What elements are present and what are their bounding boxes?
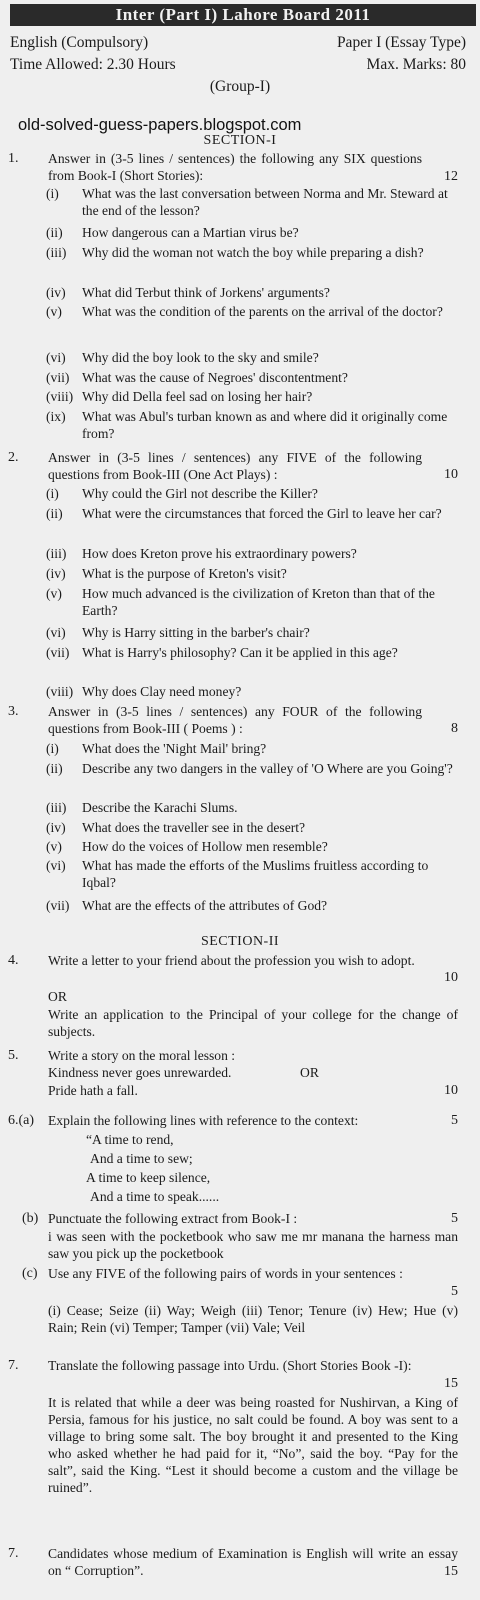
q7-essay-marks: 15 [444, 1564, 458, 1579]
watermark-url: old-solved-guess-papers.blogspot.com [18, 116, 302, 134]
max-marks: Max. Marks: 80 [366, 56, 466, 73]
q2-text: Answer in (3-5 lines / sentences) any FIVE of the following questions from Book-III (One Act Plays) : [48, 450, 422, 482]
q2-marks: 10 [444, 467, 458, 482]
q5-or: OR [300, 1065, 319, 1080]
time-allowed: Time Allowed: 2.30 Hours [10, 56, 176, 73]
poem-line-3: A time to keep silence, [86, 1170, 211, 1185]
q6c-words: (i) Cease; Seize (ii) Way; Weigh (iii) Tenor; Tenure (iv) Hew; Hue (v) Rain; Rein (vi) Temper; Tamper (vii) Vale; Veil [48, 1303, 458, 1335]
q4-or: OR [48, 989, 67, 1004]
subject-label: English (Compulsory) [10, 34, 149, 51]
poem-line-4: And a time to speak...... [90, 1189, 220, 1204]
q5-marks: 10 [444, 1083, 458, 1098]
q6b-number: (b) [22, 1211, 39, 1226]
q7-essay-text: Candidates whose medium of Examination is English will write an essay on “ Corruption”. [48, 1546, 458, 1578]
q3-text: Answer in (3-5 lines / sentences) any FOUR of the following questions from Book-III ( Poems ) : [48, 704, 422, 736]
q7-text: Translate the following passage into Urdu. (Short Stories Book -I): [48, 1358, 412, 1373]
q1-marks: 12 [444, 169, 458, 184]
q6b-marks: 5 [451, 1211, 458, 1226]
q7-passage: It is related that while a deer was being roasted for Nushirvan, a King of Persia, famous for his justice, no salt could be found. A boy was sent to a village to bring some salt. The boy brought it and presented to the King who asked whether he had paid for it, “No”, said the boy. “Pay for the salt”, said the King. “Lest it should become a custom and the village be ruined”. [48, 1395, 458, 1495]
q6a-number: 6.(a) [8, 1113, 35, 1128]
q3-marks: 8 [451, 721, 458, 736]
q6a-text: Explain the following lines with reference to the context: [48, 1113, 359, 1128]
q1-number: 1. [8, 151, 19, 166]
section-2-title: SECTION-II [200, 934, 280, 949]
q4-marks: 10 [444, 970, 458, 985]
section-1-title: SECTION-I [203, 133, 277, 148]
q5-option-2: Pride hath a fall. [48, 1083, 138, 1098]
poem-line-2: And a time to sew; [90, 1151, 193, 1166]
q2-number: 2. [8, 450, 19, 465]
q7-number: 7. [8, 1358, 19, 1373]
exam-paper: Inter (Part I) Lahore Board 2011 English (Compulsory) Paper I (Essay Type) Time Allowed: 2.30 Hours Max. Marks: 80 (Group-I) old-solved-guess-papers.blogspot.com SECTION-I 1. Answer in (3-5 lines / sentences) the following any SIX questions from Book-I (Short Stories): 12 (i) What was the last conversation between Norma and Mr. Steward at the end of the lesson? (ii) How dangerous can a Martian virus be? (iii) Why did the woman not watch the boy while preparing a dish? (iv) What did Terbut think of Jorkens' arguments? (v) What was the condition of the parents on the arrival of the doctor? (vi) Why did the boy look to the sky and smile? (vii) What was the cause of Negroes' discontentment? (viii) Why did Della feel sad on losing her hair? (ix) What was Abul's turban known as and where did it originally come from? 2. Answer in (3-5 lines / sentences) any FIVE of the following questions from Book-III (One Act Plays) : 10 (i) Why could the Girl not describe the Killer? (ii) What were the circumstances that forced the Girl to leave her car? (iii) How does Kreton prove his extraordinary powers? (iv) What is the purpose of Kreton's visit? (v) How much advanced is the civilization of Kreton than that of the Earth? (vi) Why is Harry sitting in the barber's chair? (vii) What is Harry's philosophy? Can it be applied in this age? (viii) Why does Clay need money? 3. Answer in (3-5 lines / sentences) any FOUR of the following questions from Book-III ( Poems ) : 8 (i) What does the 'Night Mail' bring? (ii) Describe any two dangers in the valley of 'O Where are you Going'? (iii) Describe the Karachi Slums. (iv) What does the traveller see in the desert? (v) How do the voices of Hollow men resemble? (vi) What has made the efforts of the Muslims fruitless according to Iqbal? (vii) What are the effects of the attributes of God? SECTION-II 4. Write a letter to your friend about the profession you wish to adopt. 10 OR Write an application to the Principal of your college for the change of subjects. 5. Write a story on the moral lesson : Kindness never goes unrewarded. OR Pride hath a fall. 10 6.(a) Explain the following lines with reference to the context: 5 “A time to rend, And a time to sew; A time to keep silence, And a time to speak...... (b) Punctuate the following extract from Book-I : 5 i was seen with the pocketbook who saw me mr manana the harness man saw you pick up the pocketbook (c) Use any FIVE of the following pairs of words in your sentences : 5 (i) Cease; Seize (ii) Way; Weigh (iii) Tenor; Tenure (iv) Hew; Hue (v) Rain; Rein (vi) Temper; Tamper (vii) Vale; Veil 7. Translate the following passage into Urdu. (Short Stories Book -I): 15 It is related that while a deer was being roasted for Nushirvan, a King of Persia, famous for his justice, no salt could be found. A boy was sent to a village to bring some salt. The boy brought it and presented to the King who asked whether he had paid for it, “No”, said the boy. “Pay for the salt”, said the King. “Lest it should become a custom and the village be ruined”. 7. Candidates whose medium of Examination is English will write an essay on “ Corruption”. 15 [0, 0, 480, 1600]
group-label: (Group-I) [209, 78, 271, 95]
q1-text: Answer in (3-5 lines / sentences) the following any SIX questions from Book-I (Short Stories): [48, 151, 422, 183]
q6c-number: (c) [22, 1266, 38, 1281]
q4-number: 4. [8, 953, 19, 968]
q7-marks: 15 [444, 1376, 458, 1391]
q4-text: Write a letter to your friend about the profession you wish to adopt. [48, 953, 415, 968]
q6b-text: Punctuate the following extract from Book-I : [48, 1211, 298, 1226]
q5-number: 5. [8, 1048, 19, 1063]
q5-text: Write a story on the moral lesson : [48, 1048, 236, 1063]
q6c-marks: 5 [451, 1284, 458, 1299]
paper-banner: Inter (Part I) Lahore Board 2011 [10, 4, 476, 26]
q6b-extract: i was seen with the pocketbook who saw me mr manana the harness man saw you pick up the pocketbook [48, 1229, 458, 1261]
q6a-marks: 5 [451, 1113, 458, 1128]
q4-alt: Write an application to the Principal of your college for the change of subjects. [48, 1007, 458, 1039]
q5-option-1: Kindness never goes unrewarded. [48, 1065, 232, 1080]
q7-essay-number: 7. [8, 1546, 19, 1561]
poem-line-1: “A time to rend, [86, 1132, 174, 1147]
paper-label: Paper I (Essay Type) [336, 34, 466, 51]
q3-number: 3. [8, 704, 19, 719]
q6c-text: Use any FIVE of the following pairs of words in your sentences : [48, 1266, 403, 1281]
